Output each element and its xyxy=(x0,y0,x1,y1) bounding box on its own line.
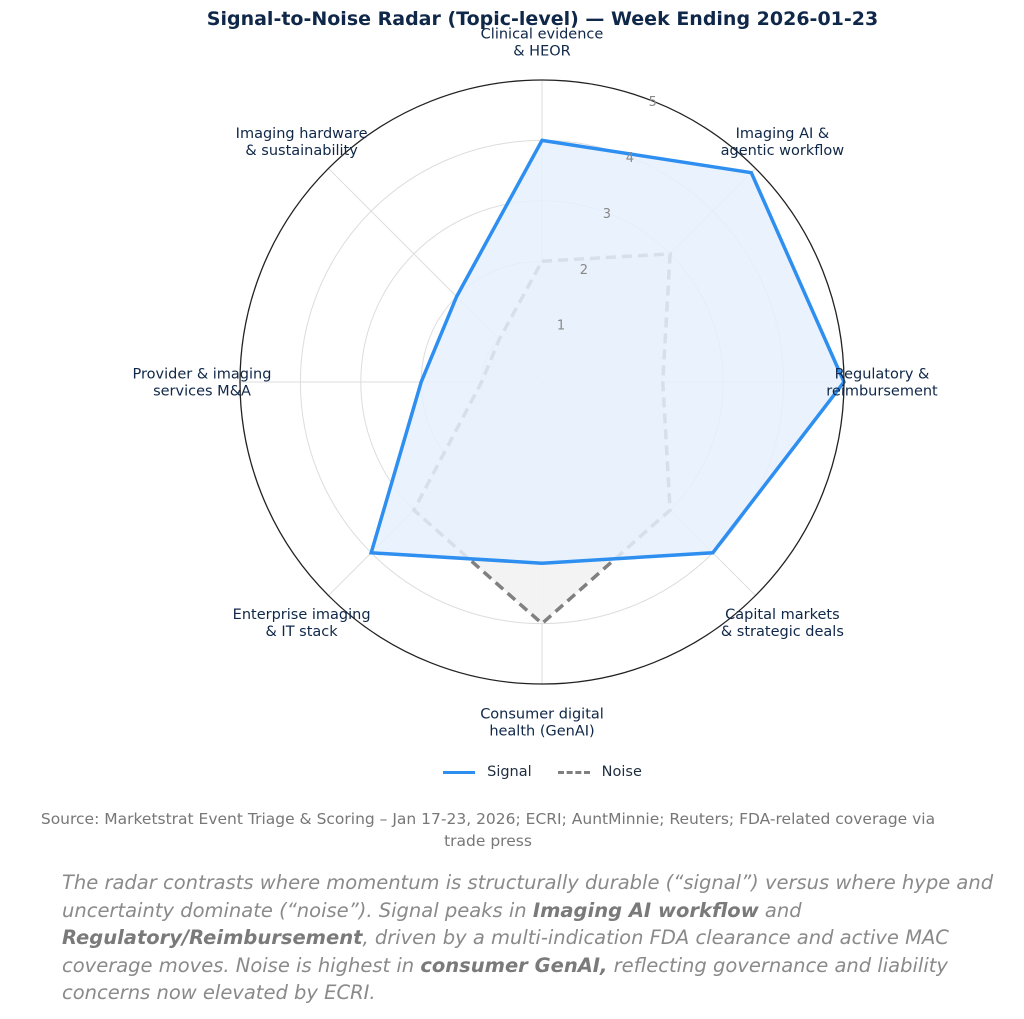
radial-tick-label: 5 xyxy=(648,95,657,111)
legend-label-signal: Signal xyxy=(487,764,532,780)
commentary-run: Imaging AI workflow xyxy=(532,898,759,922)
axis-label: Imaging hardware & sustainability xyxy=(235,126,368,160)
commentary-run: , driven by a multi-indication FDA clearance and active MAC coverage moves. Noise is highest in xyxy=(62,926,949,977)
axis-label: Consumer digital health (GenAI) xyxy=(480,706,604,740)
chart-title: Signal-to-Noise Radar (Topic-level) — Week Ending 2026-01-23 xyxy=(206,8,879,30)
commentary-run: The radar contrasts where momentum is structurally durable (“signal”) versus where hype and uncertainty dominate (“noise”). Signal peaks in xyxy=(62,871,994,922)
legend-swatch-signal xyxy=(443,771,475,774)
legend-swatch-noise xyxy=(558,771,590,774)
axis-label: Regulatory & reimbursement xyxy=(826,366,938,400)
legend-item-signal xyxy=(443,764,532,780)
axis-label: Capital markets & strategic deals xyxy=(720,606,844,640)
radial-tick-label: 4 xyxy=(625,151,634,167)
chart-legend xyxy=(0,764,1024,780)
radial-tick-label: 3 xyxy=(602,206,612,222)
legend-item-noise xyxy=(558,764,642,780)
axis-label: Clinical evidence & HEOR xyxy=(480,26,604,60)
radial-tick-label: 1 xyxy=(556,318,566,334)
axis-label: Provider & imaging services M&A xyxy=(132,366,272,400)
commentary-run: consumer GenAI, xyxy=(420,953,608,977)
series-signal xyxy=(371,140,844,563)
commentary-run: Regulatory/Reimbursement xyxy=(62,926,363,949)
radial-tick-label: 2 xyxy=(579,262,589,278)
axis-label: Imaging AI & agentic workflow xyxy=(720,126,845,160)
commentary-run: and xyxy=(758,898,802,922)
commentary-run: reflecting governance and liability concerns now elevated by ECRI. xyxy=(62,953,948,1004)
axis-label: Enterprise imaging & IT stack xyxy=(232,606,371,640)
commentary-paragraph xyxy=(62,869,1002,1007)
legend-label-noise: Noise xyxy=(601,764,642,780)
source-note: Source: Marketstrat Event Triage & Scoring – Jan 17-23, 2026; ECRI; AuntMinnie; Reuters; FDA-related coverage via trade press xyxy=(40,810,936,850)
